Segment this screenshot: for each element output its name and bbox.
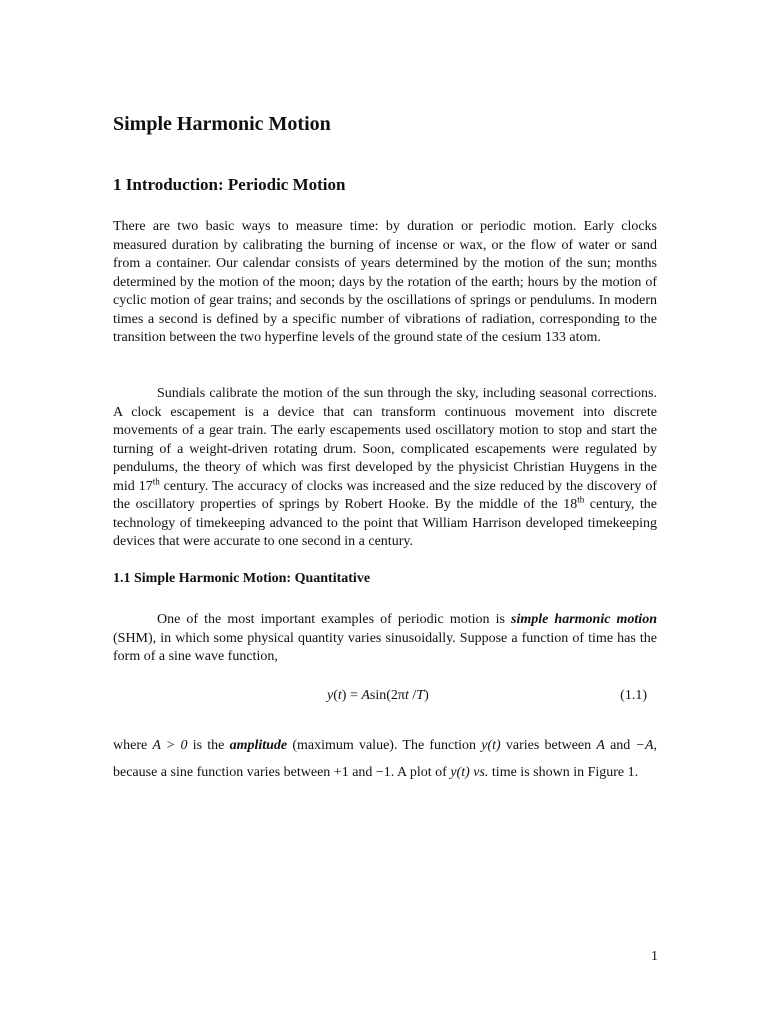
paragraph-text: (maximum value). The function bbox=[287, 738, 482, 753]
eq-var-y: y bbox=[327, 688, 334, 703]
equation-number: (1.1) bbox=[620, 688, 647, 703]
eq-sin: sin(2π bbox=[369, 688, 405, 703]
paragraph-text: century, the technology of timekeeping advanced to the point that William Harrison developed timekeeping devices that were accurate to one second in a century. bbox=[113, 497, 657, 549]
page-number: 1 bbox=[651, 949, 658, 964]
math-a: A bbox=[596, 738, 605, 753]
eq-var-T: T bbox=[416, 688, 425, 703]
emphasis-simple-harmonic-motion: simple harmonic motion bbox=[511, 612, 657, 627]
paragraph-text: and bbox=[604, 738, 636, 753]
paragraph-amplitude bbox=[113, 732, 657, 786]
paragraph-text: is the bbox=[187, 738, 230, 753]
math-yt: y(t) bbox=[450, 765, 470, 780]
paragraph-text: time is shown in Figure 1. bbox=[488, 765, 639, 780]
paragraph-text: varies between bbox=[500, 738, 597, 753]
eq-equals: ) = bbox=[341, 688, 362, 703]
equation-body: y(t) = Asin(2πt /T) bbox=[327, 688, 429, 703]
section-heading-introduction: 1 Introduction: Periodic Motion bbox=[113, 175, 346, 194]
math-neg-a: −A bbox=[635, 738, 654, 753]
document-title: Simple Harmonic Motion bbox=[113, 113, 331, 135]
paragraph-text: , because a sine function varies between +1 and −1. A plot of bbox=[113, 738, 657, 780]
superscript-ordinal: th bbox=[152, 475, 160, 486]
paragraph-text: (SHM), in which some physical quantity varies sinusoidally. Suppose a function of time has the form of a sine wave function, bbox=[113, 630, 657, 664]
superscript-ordinal: th bbox=[577, 494, 585, 505]
eq-close: ) bbox=[424, 688, 429, 703]
equation-1-1 bbox=[113, 688, 657, 708]
paragraph-text: where bbox=[113, 738, 153, 753]
paragraph-text: One of the most important examples of periodic motion is bbox=[157, 612, 512, 627]
emphasis-amplitude: amplitude bbox=[229, 738, 288, 753]
paragraph-text: Sundials calibrate the motion of the sun through the sky, including seasonal corrections. A clock escapement is a device that can transform continuous movement into discrete movements of a gear train. The early escapements used oscillatory motion to stop and start the turning of a weight-driven rotating drum. Soon, complicated escapements were regulated by pendulums, the theory of which was first developed by the physicist Christian Huygens in the mid 17 bbox=[113, 386, 657, 494]
eq-var-t: t bbox=[404, 688, 409, 703]
paragraph-text: century. The accuracy of clocks was increased and the size reduced by the discovery of the oscillatory properties of springs by Robert Hooke. By the middle of the 18 bbox=[113, 478, 657, 512]
paragraph-sundials bbox=[113, 385, 657, 552]
paragraph-periodic-motion: There are two basic ways to measure time: by duration or periodic motion. Early clocks measured duration by calibrating the burning of incense or wax, or the flow of water or sand from a container. Our calendar consists of years determined by the motion of the sun; months determined by the motion of the moon; days by the rotation of the earth; hours by the motion of cyclic motion of gear trains; and seconds by the oscillations of springs or pendulums. In modern times a second is defined by a specific number of vibrations of radiation, corresponding to the transition between the two hyperfine levels of the ground state of the cesium 133 atom. bbox=[113, 219, 657, 345]
paragraph-shm-intro bbox=[113, 611, 657, 667]
math-yt: y(t) bbox=[481, 738, 501, 753]
text-vs: vs. bbox=[469, 765, 489, 780]
math-condition: A > 0 bbox=[152, 738, 188, 753]
eq-slash: / bbox=[408, 688, 417, 703]
eq-var-a: A bbox=[361, 688, 370, 703]
eq-var-t: t bbox=[337, 688, 342, 703]
subsection-heading-shm-quantitative: 1.1 Simple Harmonic Motion: Quantitative bbox=[113, 571, 371, 586]
